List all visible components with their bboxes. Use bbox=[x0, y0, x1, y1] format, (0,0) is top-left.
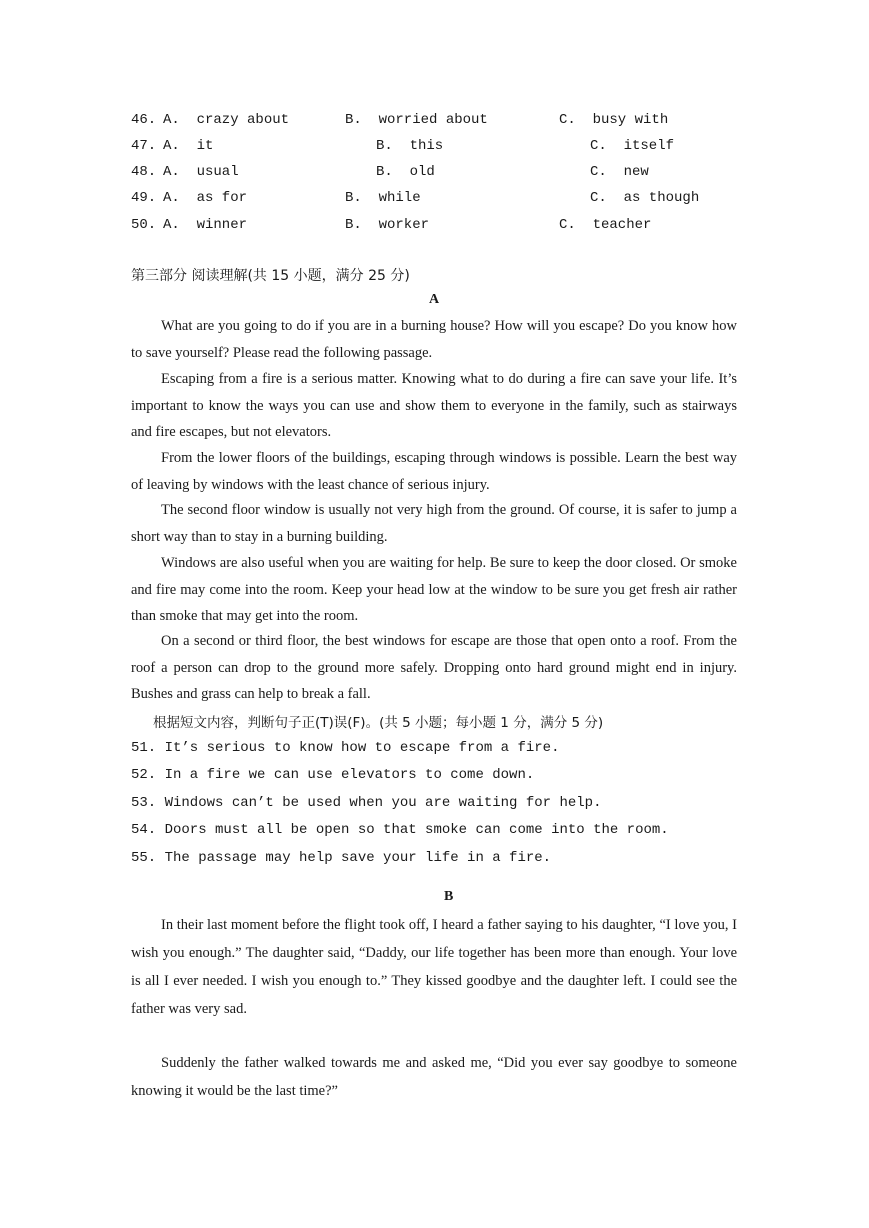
passage-b-paragraph: In their last moment before the flight took off, I heard a father saying to his daughter, “I love you, I wish you enough.” The daughter said, “Daddy, our life together has been more than enough. Your love is all I ever needed. I wish you enough to.” They kissed goodbye and the daughter left. I could see the father was very sad. bbox=[131, 917, 737, 1017]
option-a: A. it bbox=[163, 138, 214, 154]
option-b: B. worker bbox=[345, 217, 430, 233]
question-number: 48. bbox=[131, 164, 157, 180]
question-number: 47. bbox=[131, 138, 157, 154]
section-title: 第三部分 阅读理解(共 15 小题，满分 25 分) bbox=[131, 268, 410, 284]
passage-a-paragraph: Escaping from a fire is a serious matter. Knowing what to do during a fire can save your life. It’s important to know the ways you can use and show them to everyone in the family, such as stairways and fire escapes, but not elevators. bbox=[131, 371, 737, 440]
passage-a-paragraph: On a second or third floor, the best windows for escape are those that open onto a roof. From the roof a person can drop to the ground more safely. Dropping onto hard ground might end in injury. Bushes and grass can help to break a fall. bbox=[131, 633, 737, 702]
option-a: A. winner bbox=[163, 217, 248, 233]
option-c: C. teacher bbox=[559, 217, 652, 233]
statement-53: 53. Windows can’t be used when you are waiting for help. bbox=[131, 795, 602, 811]
option-a: A. as for bbox=[163, 190, 248, 206]
statement-51: 51. It’s serious to know how to escape from a fire. bbox=[131, 740, 560, 756]
option-c: C. new bbox=[590, 164, 649, 180]
option-row-46 bbox=[131, 112, 751, 134]
option-row-48 bbox=[131, 164, 751, 186]
question-number: 49. bbox=[131, 190, 157, 206]
option-b: B. while bbox=[345, 190, 421, 206]
passage-a-paragraph: The second floor window is usually not very high from the ground. Of course, it is safer to jump a short way than to stay in a burning building. bbox=[131, 502, 737, 545]
passage-a-paragraph: What are you going to do if you are in a burning house? How will you escape? Do you know how to save yourself? Please read the following passage. bbox=[131, 318, 737, 361]
option-row-49 bbox=[131, 190, 751, 212]
statement-55: 55. The passage may help save your life in a fire. bbox=[131, 850, 552, 866]
option-a: A. usual bbox=[163, 164, 239, 180]
statement-54: 54. Doors must all be open so that smoke can come into the room. bbox=[131, 822, 669, 838]
question-number: 46. bbox=[131, 112, 157, 128]
option-b: B. worried about bbox=[345, 112, 488, 128]
passage-a-paragraph: Windows are also useful when you are waiting for help. Be sure to keep the door closed. Or smoke and fire may come into the room. Keep your head low at the window to be sure you get fresh air rather than smoke that may get into the room. bbox=[131, 555, 737, 624]
option-a: A. crazy about bbox=[163, 112, 290, 128]
passage-a-label: A bbox=[429, 292, 440, 307]
option-c: C. busy with bbox=[559, 112, 669, 128]
option-b: B. old bbox=[376, 164, 435, 180]
option-b: B. this bbox=[376, 138, 444, 154]
passage-a-paragraph: From the lower floors of the buildings, escaping through windows is possible. Learn the best way of leaving by windows with the least chance of serious injury. bbox=[131, 450, 737, 493]
option-c: C. itself bbox=[590, 138, 675, 154]
passage-b-label: B bbox=[444, 889, 454, 904]
question-number: 50. bbox=[131, 217, 157, 233]
option-c: C. as though bbox=[590, 190, 700, 206]
statement-52: 52. In a fire we can use elevators to come down. bbox=[131, 767, 535, 783]
passage-b-paragraph: Suddenly the father walked towards me and asked me, “Did you ever say goodbye to someone knowing it would be the last time?” bbox=[131, 1055, 737, 1099]
option-row-47 bbox=[131, 138, 751, 160]
option-row-50 bbox=[131, 217, 751, 239]
true-false-instruction: 根据短文内容，判断句子正(T)误(F)。(共 5 小题；每小题 1 分，满分 5 分) bbox=[153, 715, 604, 731]
